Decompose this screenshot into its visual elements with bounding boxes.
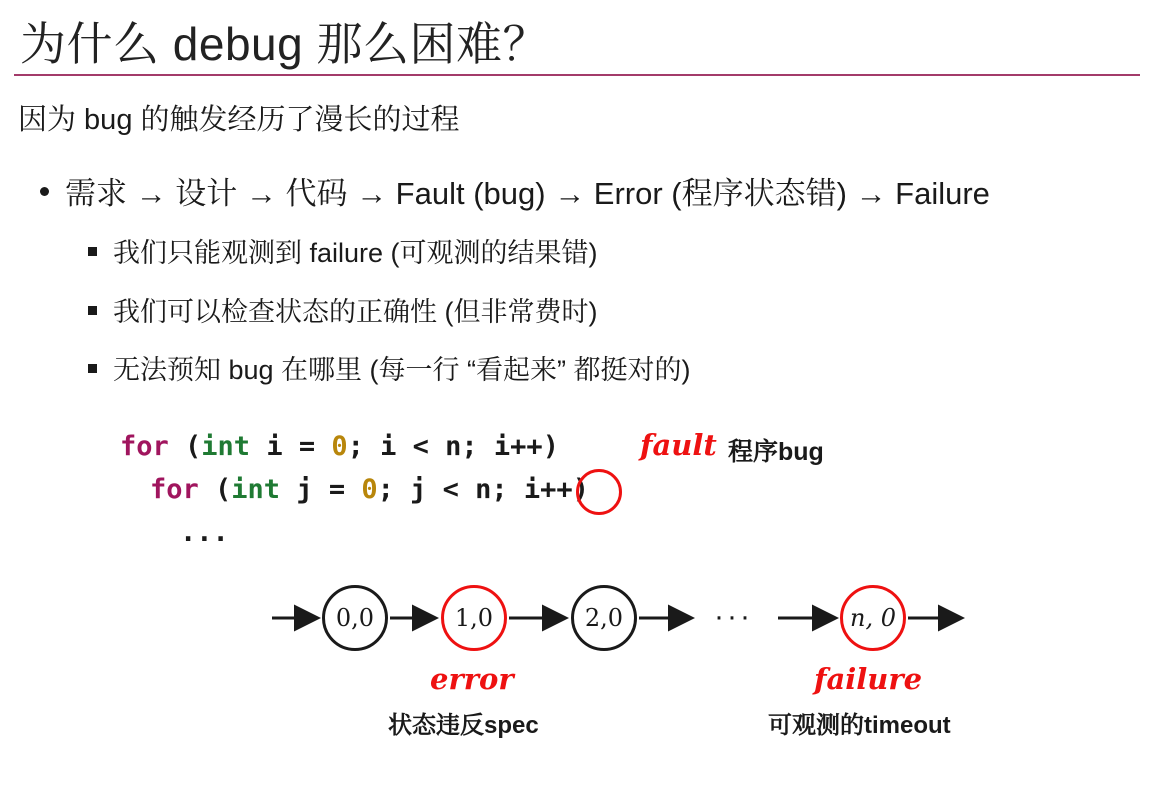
bullet-level2-1: [88, 231, 598, 270]
fault-note: 程序bug: [728, 438, 824, 466]
code-number-zero: 0: [361, 474, 378, 505]
bug-highlight-circle: [576, 469, 622, 515]
state-node-2: [571, 585, 637, 651]
state-node-1-label: 1,0: [454, 604, 494, 632]
state-node-n-label: n, 0: [850, 604, 896, 632]
code-line-2: [120, 474, 589, 505]
state-node-1: [441, 585, 507, 651]
bullet-level2-1-label: 我们只能观测到 failure (可观测的结果错): [113, 238, 598, 268]
title-divider: [14, 74, 1140, 76]
fault-label: fault: [640, 428, 717, 462]
code-punct: (: [168, 431, 202, 462]
code-keyword-for: for: [150, 474, 199, 505]
code-line1-rest: ; i < n; i++): [347, 431, 559, 462]
bullet-square-icon: [88, 364, 97, 373]
diagram-ellipsis: ···: [714, 600, 753, 633]
bullet-level2-3: [88, 348, 691, 387]
error-caption: 状态违反spec: [388, 712, 539, 739]
bullet-square-icon: [88, 247, 97, 256]
failure-label: failure: [814, 662, 923, 696]
state-node-0-label: 0,0: [335, 604, 375, 632]
state-node-0: [322, 585, 388, 651]
code-line-3: ...: [180, 517, 229, 548]
state-node-n: [840, 585, 906, 651]
state-node-2-label: 2,0: [584, 604, 624, 632]
bullet-level2-2-label: 我们可以检查状态的正确性 (但非常费时): [113, 297, 598, 327]
bullet-level2-2: [88, 290, 597, 329]
lead-text: 因为 bug 的触发经历了漫长的过程: [18, 104, 460, 136]
code-number-zero: 0: [331, 431, 348, 462]
code-type-int: int: [231, 474, 281, 505]
bullet-level1: [40, 168, 990, 213]
failure-caption: 可观测的timeout: [768, 712, 951, 739]
code-punct: (: [198, 474, 232, 505]
code-var-j: j =: [280, 474, 362, 505]
bullet-dot-icon: [40, 187, 49, 196]
error-label: error: [430, 662, 514, 696]
code-keyword-for: for: [120, 431, 169, 462]
bullet-level1-label: 需求 → 设计 → 代码 → Fault (bug) → Error (程序状态错) → Failure: [65, 176, 990, 211]
page-title: 为什么 debug 那么困难？: [20, 18, 549, 70]
state-diagram: [0, 570, 1154, 760]
code-type-int: int: [201, 431, 251, 462]
code-block: [120, 425, 589, 554]
bullet-square-icon: [88, 306, 97, 315]
code-var-i: i =: [250, 431, 332, 462]
bullet-level2-3-label: 无法预知 bug 在哪里 (每一行 “看起来” 都挺对的): [113, 355, 691, 385]
code-line2-rest: ; j < n; i++): [377, 474, 589, 505]
code-line-1: [120, 431, 559, 462]
